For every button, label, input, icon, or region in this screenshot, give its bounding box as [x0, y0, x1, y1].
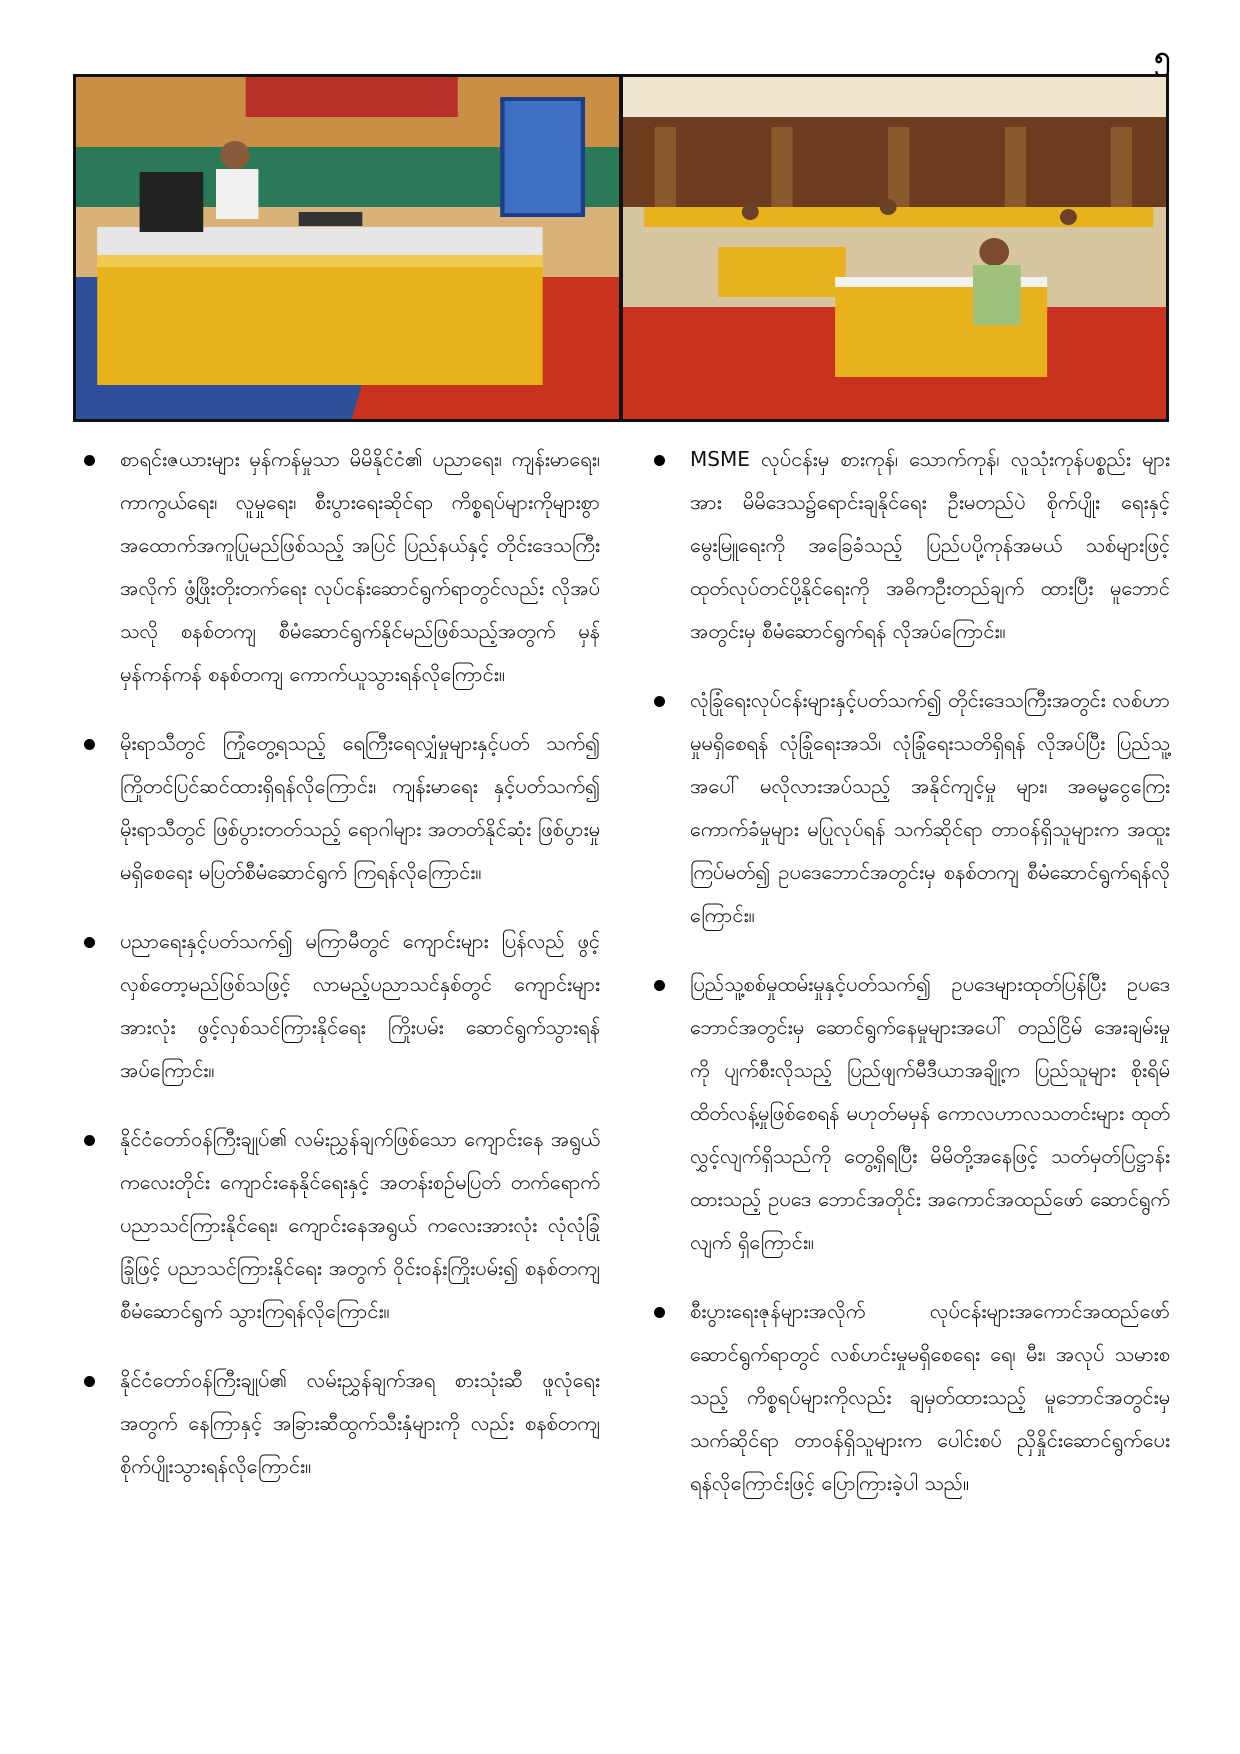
bullet-icon — [654, 696, 665, 707]
bullet-item — [80, 920, 600, 1092]
photo-official-presiding — [76, 77, 619, 419]
bullet-item — [650, 438, 1170, 653]
bullet-text: မိုးရာသီတွင် ကြုံတွေ့ရသည့် ရေကြီးရေလျှံမှုများနှင့်ပတ် သက်၍ ကြိုတင်ပြင်ဆင်ထားရှိရန်လိုကြောင်း၊ ကျန်းမာရေး နှင့်ပတ်သက်၍ မိုးရာသီတွင် ဖြစ်ပွားတတ်သည့် ရောဂါများ အတတ်နိုင်ဆုံး ဖြစ်ပွားမှုမရှိစေရေး မပြတ်စီမံဆောင်ရွက် ကြရန်လိုကြောင်း။ — [120, 731, 600, 884]
bullet-item — [80, 722, 600, 894]
bullet-text: စီးပွားရေးဇုန်များအလိုက် လုပ်ငန်းများအကောင်အထည်ဖော် ဆောင်ရွက်ရာတွင် လစ်ဟင်းမှုမရှိစေရေး ရေ၊ မီး၊ အလုပ် သမားစသည့် ကိစ္စရပ်များကိုလည်း ချမှတ်ထားသည့် မူဘောင်အတွင်းမှ သက်ဆိုင်ရာ တာဝန်ရှိသူများက ပေါင်းစပ် ညှိနှိုင်းဆောင်ရွက်ပေးရန်လိုကြောင်းဖြင့် ပြောကြားခဲ့ပါ သည်။ — [690, 1299, 1170, 1495]
left-column — [80, 438, 600, 1531]
bullet-icon — [654, 455, 665, 466]
bullet-icon — [84, 739, 95, 750]
bullet-icon — [84, 937, 95, 948]
bullet-icon — [84, 1376, 95, 1387]
bullet-text: နိုင်ငံတော်ဝန်ကြီးချုပ်၏ လမ်းညွှန်ချက်အရ စားသုံးဆီ ဖူလုံရေးအတွက် နေကြာနှင့် အခြားဆီထွက်သီးနှံများကို လည်း စနစ်တကျ စိုက်ပျိုးသွားရန်လိုကြောင်း။ — [120, 1368, 600, 1478]
article-columns — [80, 438, 1170, 1531]
bullet-text: လုံခြုံရေးလုပ်ငန်းများနှင့်ပတ်သက်၍ တိုင်းဒေသကြီးအတွင်း လစ်ဟာမှုမရှိစေရန် လုံခြုံရေးအသိ၊ လုံခြုံရေးသတိရှိရန် လိုအပ်ပြီး ပြည်သူ့အပေါ် မလိုလားအပ်သည့် အနိုင်ကျင့်မှု များ၊ အဓမ္မငွေကြေးကောက်ခံမှုများ မပြုလုပ်ရန် သက်ဆိုင်ရာ တာဝန်ရှိသူများက အထူးကြပ်မတ်၍ ဥပဒေဘောင်အတွင်းမှ စနစ်တကျ စီမံဆောင်ရွက်ရန်လိုကြောင်း။ — [690, 688, 1170, 927]
bullet-item — [80, 1118, 600, 1333]
photo-meeting-hall — [623, 77, 1166, 419]
bullet-icon — [84, 1135, 95, 1146]
bullet-icon — [654, 980, 665, 991]
bullet-text: ပညာရေးနှင့်ပတ်သက်၍ မကြာမီတွင် ကျောင်းများ ပြန်လည် ဖွင့်လှစ်တော့မည်ဖြစ်သဖြင့် လာမည့်ပညာသင်နှစ်တွင် ကျောင်းများအားလုံး ဖွင့်လှစ်သင်ကြားနိုင်ရေး ကြိုးပမ်း ဆောင်ရွက်သွားရန်အပ်ကြောင်း။ — [120, 929, 600, 1082]
photo-strip — [73, 74, 1169, 422]
bullet-text: MSME လုပ်ငန်းမှ စားကုန်၊ သောက်ကုန်၊ လူသုံးကုန်ပစ္စည်း များအား မိမိဒေသ၌ရောင်းချနိုင်ရေး ဦးမတည်ပဲ စိုက်ပျိုး ရေးနှင့် မွေးမြူရေးကို အခြေခံသည့် ပြည်ပပို့ကုန်အမယ် သစ်များဖြင့် ထုတ်လုပ်တင်ပို့နိုင်ရေးကို အဓိကဦးတည်ချက် ထားပြီး မူဘောင်အတွင်းမှ စီမံဆောင်ရွက်ရန် လိုအပ်ကြောင်း။ — [690, 447, 1170, 643]
bullet-item — [650, 1290, 1170, 1505]
bullet-text: ပြည်သူ့စစ်မှုထမ်းမှုနှင့်ပတ်သက်၍ ဥပဒေများထုတ်ပြန်ပြီး ဥပဒေဘောင်အတွင်းမှ ဆောင်ရွက်နေမှုများအပေါ် တည်ငြိမ် အေးချမ်းမှုကို ပျက်စီးလိုသည့် ပြည်ဖျက်မီဒီယာအချို့က ပြည်သူများ စိုးရိမ်ထိတ်လန့်မှုဖြစ်စေရန် မဟုတ်မမှန် ကောလဟာလသတင်းများ ထုတ်လွှင့်လျက်ရှိသည်ကို တွေ့ရှိရပြီး မိမိတို့အနေဖြင့် သတ်မှတ်ပြဋ္ဌာန်းထားသည့် ဥပဒေ ဘောင်အတိုင်း အကောင်အထည်ဖော် ဆောင်ရွက်လျက် ရှိကြောင်း။ — [690, 972, 1170, 1254]
bullet-item — [650, 963, 1170, 1264]
bullet-text: နိုင်ငံတော်ဝန်ကြီးချုပ်၏ လမ်းညွှန်ချက်ဖြစ်သော ကျောင်းနေ အရွယ်ကလေးတိုင်း ကျောင်းနေနိုင်ရေးနှင့် အတန်းစဉ်မပြတ် တက်ရောက်ပညာသင်ကြားနိုင်ရေး၊ ကျောင်းနေအရွယ် ကလေးအားလုံး လုံလုံခြုံခြုံဖြင့် ပညာသင်ကြားနိုင်ရေး အတွက် ဝိုင်းဝန်းကြိုးပမ်း၍ စနစ်တကျ စီမံဆောင်ရွက် သွားကြရန်လိုကြောင်း။ — [120, 1127, 600, 1323]
bullet-text: စာရင်းဇယားများ မှန်ကန်မှုသာ မိမိနိုင်ငံ၏ ပညာရေး၊ ကျန်းမာရေး၊ ကာကွယ်ရေး၊ လူမှုရေး၊ စီးပွားရေးဆိုင်ရာ ကိစ္စရပ်များကိုများစွာ အထောက်အကူပြုမည်ဖြစ်သည့် အပြင် ပြည်နယ်နှင့် တိုင်းဒေသကြီးအလိုက် ဖွံ့ဖြိုးတိုးတက်ရေး လုပ်ငန်းဆောင်ရွက်ရာတွင်လည်း လိုအပ်သလို စနစ်တကျ စီမံဆောင်ရွက်နိုင်မည်ဖြစ်သည့်အတွက် မှန်မှန်ကန်ကန် စနစ်တကျ ကောက်ယူသွားရန်လိုကြောင်း။ — [120, 447, 600, 686]
bullet-item — [80, 438, 600, 696]
bullet-icon — [654, 1307, 665, 1318]
bullet-item — [80, 1359, 600, 1488]
right-column — [650, 438, 1170, 1531]
bullet-icon — [84, 455, 95, 466]
bullet-item — [650, 679, 1170, 937]
page-number: ၅ — [1154, 40, 1170, 73]
